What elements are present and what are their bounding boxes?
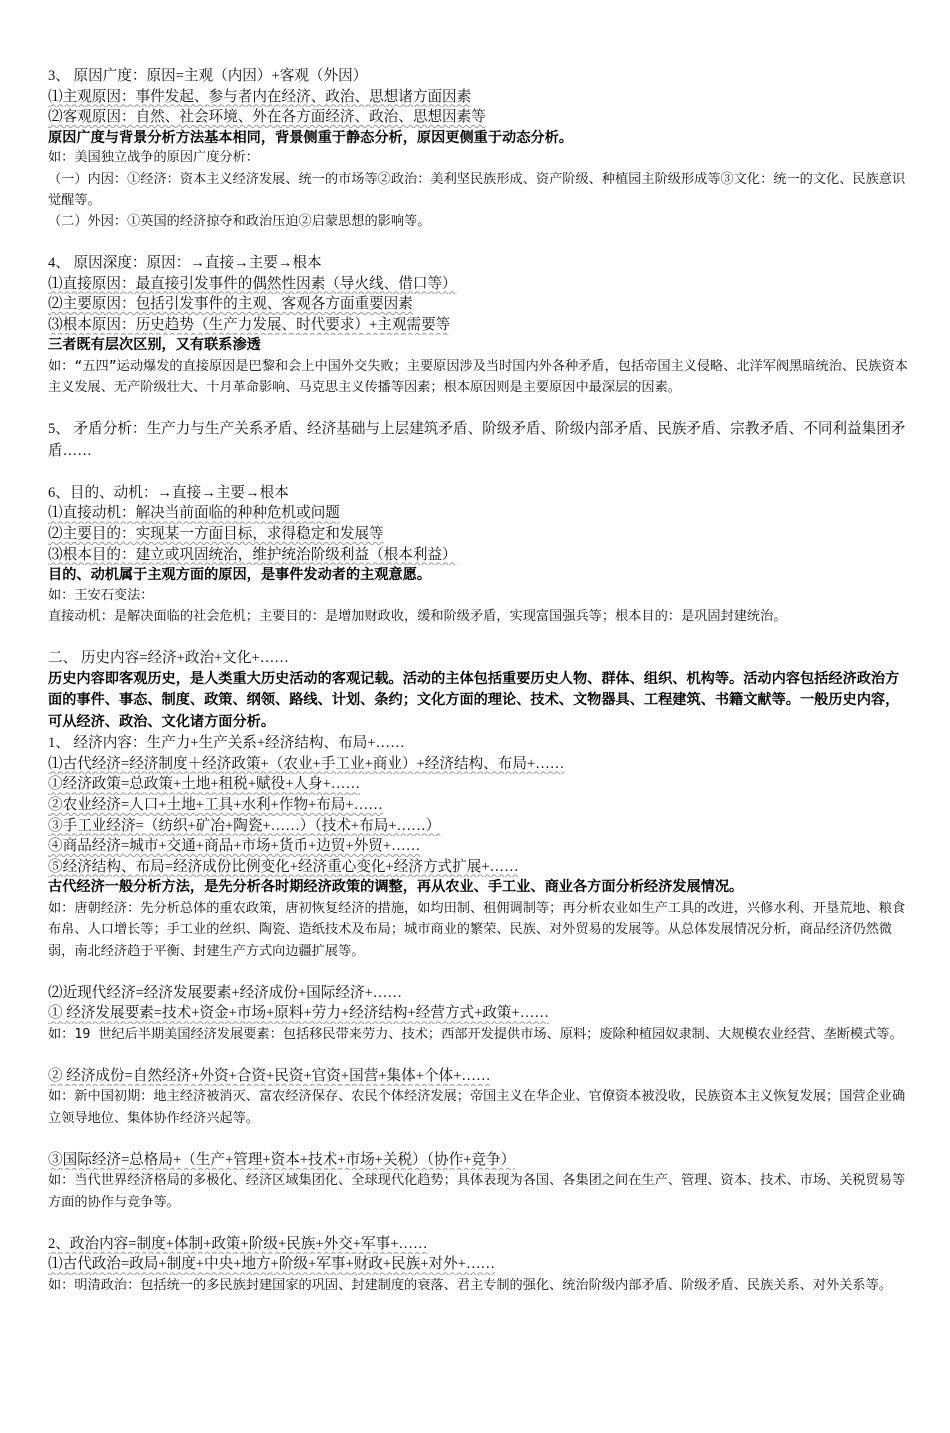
section-heading: 4、 原因深度：原因：→直接→主要→根本 <box>48 254 322 271</box>
bold-summary: 原因广度与背景分析方法基本相同，背景侧重于静态分析，原因更侧重于动态分析。 <box>48 129 573 146</box>
section-heading: 6、目的、动机：→直接→主要→根本 <box>48 484 289 501</box>
blank-line <box>48 232 910 253</box>
section-heading: 5、 矛盾分析：生产力与生产关系矛盾、经济基础与上层建筑矛盾、阶级矛盾、阶级内部矛盾、民族矛盾、宗教矛盾、不同利益集团矛盾…… <box>48 421 906 459</box>
blank-line <box>48 1045 910 1066</box>
example-paragraph: 如：19 世纪后半期美国经济发展要素：包括移民带来劳力、技术；西部开发提供市场、原料；废除种植园奴隶制、大规模农业经营、垄断模式等。 <box>48 1026 903 1042</box>
underlined-point: ⑵主要原因：包括引发事件的主观、客观各方面重要因素 <box>48 296 413 313</box>
underlined-point: ⑴古代经济=经济制度＋经济政策+（农业+手工业+商业）+经济结构、布局+…… <box>48 755 565 772</box>
example-paragraph: （一）内因：①经济：资本主义经济发展、统一的市场等②政治：美利坚民族形成、资产阶级、种植园主阶级形成等③文化：统一的文化、民族意识觉醒等。 <box>48 171 906 209</box>
section-heading: 二、 历史内容=经济+政治+文化+…… <box>48 650 289 667</box>
example-line: （二）外因：①英国的经济掠夺和政治压迫②启蒙思想的影响等。 <box>48 213 431 229</box>
underlined-point: ⑴古代政治=政局+制度+中央+地方+阶级+军事+财政+民族+对外+…… <box>48 1256 496 1273</box>
section-heading: ⑵近现代经济=经济发展要素+经济成份+国际经济+…… <box>48 984 402 1001</box>
underlined-point: ⑶根本原因：历史趋势（生产力发展、时代要求）+主观需要等 <box>48 316 451 333</box>
blank-line <box>48 1213 910 1234</box>
underlined-point: ②农业经济=人口+土地+工具+水利+作物+布局+…… <box>48 796 383 813</box>
underlined-point: 2、政治内容=制度+体制+政策+阶级+民族+外交+军事+…… <box>48 1235 428 1252</box>
bold-summary: 三者既有层次区别，又有联系渗透 <box>48 337 261 354</box>
blank-line <box>48 628 910 649</box>
underlined-point: ② 经济成份=自然经济+外资+合资+民资+官资+国营+集体+个体+…… <box>48 1067 491 1084</box>
underlined-point: ③手工业经济=（纺织+矿冶+陶瓷+……）（技术+布局+……） <box>48 817 441 834</box>
underlined-point: ⑴主观原因：事件发起、参与者内在经济、政治、思想诸方面因素 <box>48 88 472 105</box>
bold-summary: 目的、动机属于主观方面的原因，是事件发动者的主观意愿。 <box>48 567 432 584</box>
example-paragraph: 如：当代世界经济格局的多极化、经济区域集团化、全球现代化趋势；具体表现为各国、各集团之间在生产、管理、资本、技术、市场、关税贸易等方面的协作与竞争等。 <box>48 1173 906 1210</box>
underlined-point: ①经济政策=总政策+土地+租税+赋役+人身+…… <box>48 776 361 793</box>
example-paragraph: 如：新中国初期：地主经济被消灭、富农经济保存、农民个体经济发展；帝国主义在华企业、官僚资本被没收，民族资本主义恢复发展；国营企业确立领导地位、集体协作经济兴起等。 <box>48 1089 906 1126</box>
underlined-point: ⑴直接动机：解决当前面临的种种危机或问题 <box>48 505 340 522</box>
example-line: 如：美国独立战争的原因广度分析： <box>48 150 259 166</box>
blank-line <box>48 462 910 483</box>
section-heading: 1、 经济内容：生产力+生产关系+经济结构、布局+…… <box>48 735 405 752</box>
blank-line <box>48 962 910 983</box>
section-heading: 3、 原因广度：原因=主观（内因）+客观（外因） <box>48 68 368 84</box>
blank-line <box>48 1129 910 1150</box>
underlined-point: ⑵客观原因：自然、社会环境、外在各方面经济、政治、思想因素等 <box>48 109 486 126</box>
example-line: 如：王安石变法： <box>48 587 154 603</box>
bold-summary: 历史内容即客观历史，是人类重大历史活动的客观记载。活动的主体包括重要历史人物、群体、组织、机构等。活动内容包括经济政治方面的事件、事态、制度、政策、纲领、路线、计划、条约；文化方面的理论、技术、文物器具、工程建筑、书籍文献等。一般历史内容，可从经济、政治、文化诸方面分析。 <box>48 670 900 730</box>
bold-summary: 古代经济一般分析方法，是先分析各时期经济政策的调整，再从农业、手工业、商业各方面分析经济发展情况。 <box>48 879 744 896</box>
underlined-point: ⑤经济结构、布局=经济成份比例变化+经济重心变化+经济方式扩展+…… <box>48 858 519 875</box>
underlined-point: ⑵主要目的：实现某一方面目标，求得稳定和发展等 <box>48 525 384 542</box>
example-paragraph: 如：明清政治：包括统一的多民族封建国家的巩固、封建制度的衰落、君主专制的强化、统治阶级内部矛盾、阶级矛盾、民族关系、对外关系等。 <box>48 1278 892 1294</box>
underlined-point: ③国际经济=总格局+（生产+管理+资本+技术+市场+关税）（协作+竞争） <box>48 1151 516 1168</box>
underlined-point: ④商品经济=城市+交通+商品+市场+货币+边贸+外贸+…… <box>48 838 421 855</box>
example-paragraph: 如：唐朝经济：先分析总体的重农政策，唐初恢复经济的措施，如均田制、租佣调制等；再分析农业如生产工具的改进，兴修水利、开垦荒地、粮食布帛、人口增长等；手工业的丝织、陶瓷、造纸技术及布局；城市商业的繁荣、民族、对外贸易的发展等。从总体发展情况分析，商品经济仍然微弱，南北经济趋于平衡、封建生产方式向边疆扩展等。 <box>48 900 906 959</box>
example-paragraph: 如：“五四”运动爆发的直接原因是巴黎和会上中国外交失败；主要原因涉及当时国内外各种矛盾，包括帝国主义侵略、北洋军阀黑暗统治、民族资本主义发展、无产阶级壮大、十月革命影响、马克思主义传播等因素；根本原因则是主要原因中最深层的因素。 <box>48 358 908 396</box>
underlined-point: ① 经济发展要素=技术+资金+市场+原料+劳力+经济结构+经营方式+政策+…… <box>48 1005 549 1022</box>
underlined-point: ⑶根本目的：建立或巩固统治，维护统治阶级利益（根本利益） <box>48 546 457 563</box>
underlined-point: ⑴直接原因：最直接引发事件的偶然性因素（导火线、借口等） <box>48 275 457 292</box>
example-paragraph: 直接动机：是解决面临的社会危机；主要目的：是增加财政收，缓和阶级矛盾，实现富国强兵等；根本目的：是巩固封建统治。 <box>48 609 787 625</box>
blank-line <box>48 399 910 420</box>
